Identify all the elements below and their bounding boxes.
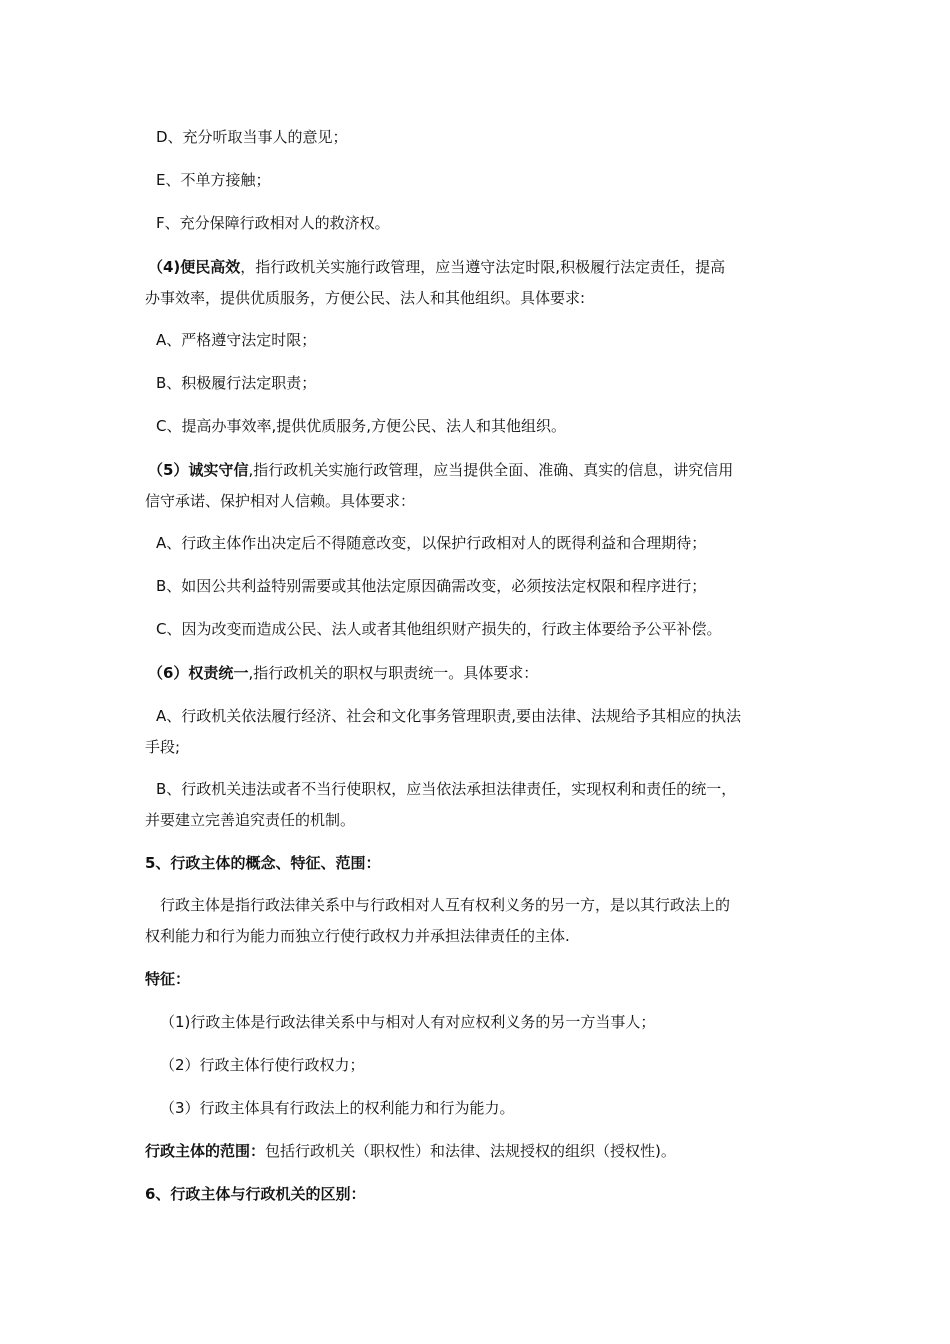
text-line: （1)行政主体是行政法律关系中与相对人有对应权利义务的另一方当事人； bbox=[160, 1013, 656, 1031]
text-line: （5）诚实守信,指行政机关实施行政管理，应当提供全面、准确、真实的信息，讲究信用 bbox=[148, 461, 734, 479]
text-line: F、充分保障行政相对人的救济权。 bbox=[156, 214, 390, 232]
text-line: 信守承诺、保护相对人信赖。具体要求： bbox=[145, 492, 416, 510]
bold-lead: （4)便民高效 bbox=[148, 258, 241, 276]
section-heading: 5、行政主体的概念、特征、范围： bbox=[145, 854, 381, 872]
bold-lead: 行政主体的范围： bbox=[145, 1142, 266, 1160]
text-line: B、行政机关违法或者不当行使职权，应当依法承担法律责任，实现权利和责任的统一， bbox=[156, 780, 737, 798]
text-line: 办事效率，提供优质服务，方便公民、法人和其他组织。具体要求: bbox=[145, 289, 586, 307]
text-line: （2）行政主体行使行政权力； bbox=[160, 1056, 365, 1074]
bold-lead: （6）权责统一 bbox=[148, 664, 249, 682]
text-line: D、充分听取当事人的意见； bbox=[156, 128, 348, 146]
text-line: C、提高办事效率,提供优质服务,方便公民、法人和其他组织。 bbox=[156, 417, 567, 435]
text-line: 权利能力和行为能力而独立行使行政权力并承担法律责任的主体. bbox=[145, 927, 570, 945]
text-line: 行政主体是指行政法律关系中与行政相对人互有权利义务的另一方，是以其行政法上的 bbox=[160, 896, 731, 914]
text-line: （3）行政主体具有行政法上的权利能力和行为能力。 bbox=[160, 1099, 515, 1117]
text-line: （6）权责统一,指行政机关的职权与职责统一。具体要求： bbox=[148, 664, 539, 682]
subheading: 特征： bbox=[145, 970, 191, 988]
text-line: 并要建立完善追究责任的机制。 bbox=[145, 811, 356, 829]
bold-lead: （5）诚实守信 bbox=[148, 461, 249, 479]
text-line: E、不单方接触； bbox=[156, 171, 271, 189]
text-line: 手段; bbox=[145, 738, 181, 756]
text-line: B、如因公共利益特别需要或其他法定原因确需改变，必须按法定权限和程序进行； bbox=[156, 577, 707, 595]
section-heading: 6、行政主体与行政机关的区别： bbox=[145, 1185, 366, 1203]
text-line: A、严格遵守法定时限； bbox=[156, 331, 317, 349]
text-line: （4)便民高效，指行政机关实施行政管理，应当遵守法定时限,积极履行法定责任，提高 bbox=[148, 258, 726, 276]
text-line: 行政主体的范围：包括行政机关（职权性）和法律、法规授权的组织（授权性)。 bbox=[145, 1142, 676, 1160]
text-line: B、积极履行法定职责； bbox=[156, 374, 317, 392]
text-line: C、因为改变而造成公民、法人或者其他组织财产损失的，行政主体要给予公平补偿。 bbox=[156, 620, 722, 638]
text-line: A、行政主体作出决定后不得随意改变，以保护行政相对人的既得利益和合理期待； bbox=[156, 534, 707, 552]
text-line: A、行政机关依法履行经济、社会和文化事务管理职责,要由法律、法规给予其相应的执法 bbox=[156, 707, 742, 725]
